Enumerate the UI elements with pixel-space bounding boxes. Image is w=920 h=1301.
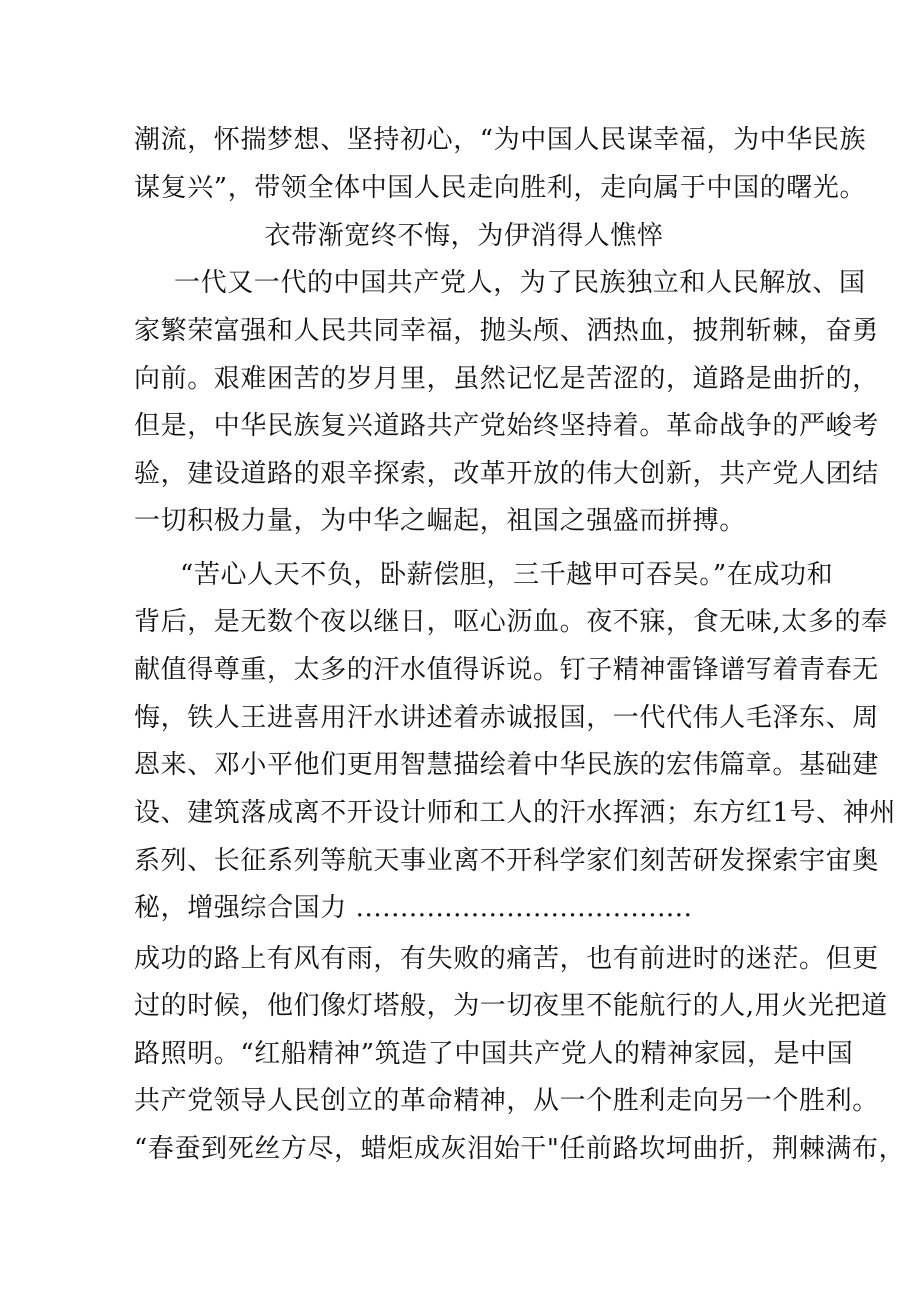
paragraph-line: 共产党领导人民创立的革命精神，从一个胜利走向另一个胜利。 [134,1086,879,1116]
paragraph-line: 成功的路上有风有雨，有失败的痛苦，也有前进时的迷茫。但更 [134,944,879,974]
paragraph-line: “苦心人天不负，卧薪偿胆，三千越甲可吞吴。”在成功和 [180,560,834,590]
paragraph-line: 谋复兴”，带领全体中国人民走向胜利，走向属于中国的曙光。 [134,173,867,203]
paragraph-line: 但是，中华民族复兴道路共产党始终坚持着。革命战争的严峻考 [134,411,879,441]
section-heading: 衣带渐宽终不悔，为伊消得人憔悴 [264,221,664,251]
paragraph-line: 路照明。“红船精神”筑造了中国共产党人的精神家园，是中国 [134,1039,854,1069]
paragraph-line: 验，建设道路的艰辛探索，改革开放的伟大创新，共产党人团结 [134,459,879,489]
paragraph-line: 恩来、邓小平他们更用智慧描绘着中华民族的宏伟篇章。基础建 [134,750,879,780]
paragraph-line: 献值得尊重，太多的汗水值得诉说。钉子精神雷锋谱写着青春无 [134,655,879,685]
paragraph-line: 潮流，怀揣梦想、坚持初心，“为中国人民谋幸福，为中华民族 [134,125,867,155]
paragraph-line: 悔，铁人王进喜用汗水讲述着赤诚报国，一代代伟人毛泽东、周 [134,703,879,733]
paragraph-line: 一代又一代的中国共产党人，为了民族独立和人民解放、国 [174,268,866,298]
paragraph-line: 背后，是无数个夜以继日，呕心沥血。夜不寐，食无味,太多的奉 [134,607,888,637]
paragraph-line: 设、建筑落成离不开设计师和工人的汗水挥洒；东方红1号、神州 [134,798,896,828]
paragraph-line: 过的时候，他们像灯塔般，为一切夜里不能航行的人,用火光把道 [134,991,888,1021]
paragraph-line: “春蚕到死丝方尽，蜡炬成灰泪始干"任前路坎坷曲折，荆棘满布， [134,1134,906,1164]
paragraph-line: 一切积极力量，为中华之崛起，祖国之强盛而拼搏。 [134,506,746,536]
paragraph-line: 系列、长征系列等航天事业离不开科学家们刻苦研发探索宇宙奥 [134,846,879,876]
paragraph-line: 秘，增强综合国力 ...................................... [134,893,693,923]
paragraph-line: 向前。艰难困苦的岁月里，虽然记忆是苦涩的，道路是曲折的， [134,364,879,394]
paragraph-line: 家繁荣富强和人民共同幸福，抛头颅、洒热血，披荆斩棘，奋勇 [134,316,879,346]
